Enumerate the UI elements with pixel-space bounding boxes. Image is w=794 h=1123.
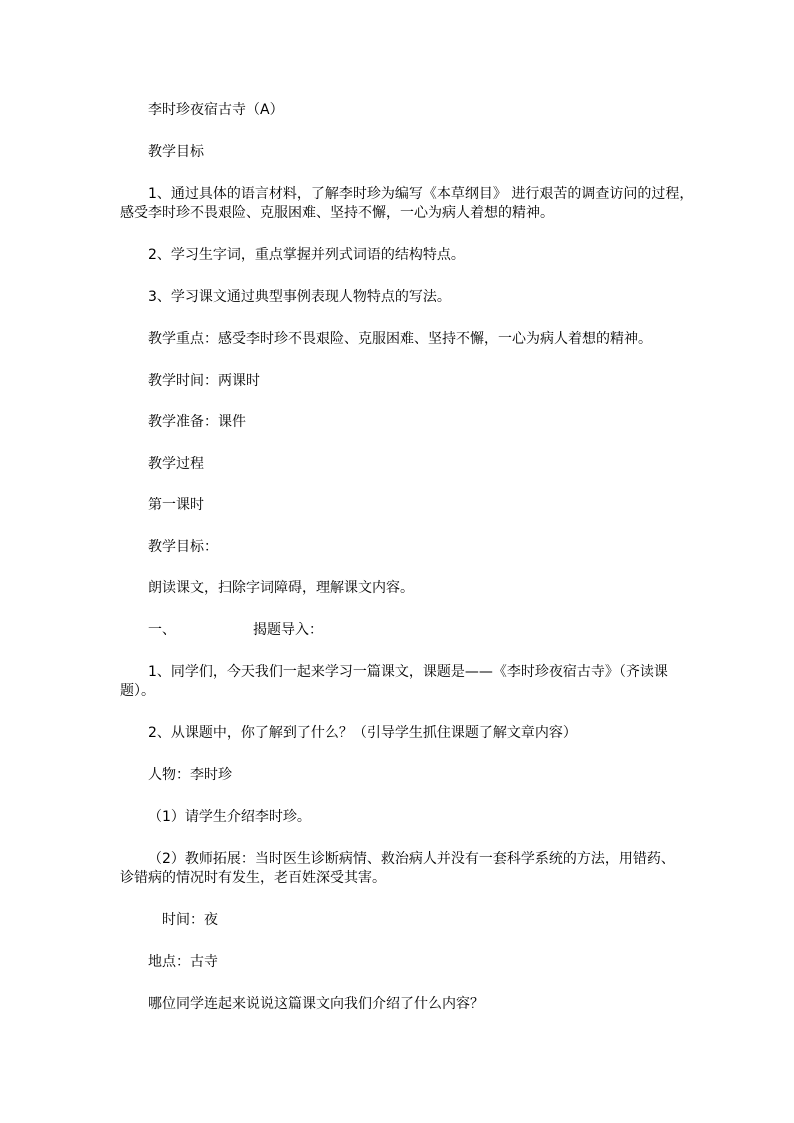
section-1-title: 揭题导入： <box>253 622 323 638</box>
objectives-heading: 教学目标 <box>148 144 204 160</box>
key-point: 教学重点：感受李时珍不畏艰险、克服困难、坚持不懈，一心为病人着想的精神。 <box>148 331 652 347</box>
objective-2: 2、学习生字词，重点掌握并列式词语的结构特点。 <box>148 247 465 263</box>
objective-1-line-2: 感受李时珍不畏艰险、克服困难、坚持不懈，一心为病人着想的精神。 <box>120 205 554 221</box>
sub-step-2-line-1: （2）教师拓展：当时医生诊断病情、救治病人并没有一套科学系统的方法，用错药、 <box>148 851 675 867</box>
teaching-time: 教学时间：两课时 <box>148 373 260 389</box>
teaching-preparation: 教学准备：课件 <box>148 414 246 430</box>
lesson-objectives-heading: 教学目标： <box>148 539 218 555</box>
sub-step-1: （1）请学生介绍李时珍。 <box>148 809 311 825</box>
character: 人物：李时珍 <box>148 767 232 783</box>
document-title: 李时珍夜宿古寺（A） <box>148 102 284 118</box>
step-1-line-1: 1、同学们，今天我们一起来学习一篇课文，课题是——《李时珍夜宿古寺》（齐读课 <box>148 664 668 680</box>
lesson-objectives: 朗读课文，扫除字词障碍，理解课文内容。 <box>148 580 414 596</box>
place: 地点：古寺 <box>148 954 218 970</box>
process-heading: 教学过程 <box>148 456 204 472</box>
time: 时间：夜 <box>162 912 218 928</box>
step-2: 2、从课题中，你了解到了什么？（引导学生抓住课题了解文章内容） <box>148 725 577 741</box>
question: 哪位同学连起来说说这篇课文向我们介绍了什么内容？ <box>148 996 484 1012</box>
step-1-line-2: 题）。 <box>120 683 155 699</box>
sub-step-2-line-2: 诊错病的情况时有发生，老百姓深受其害。 <box>120 870 386 886</box>
objective-3: 3、学习课文通过典型事例表现人物特点的写法。 <box>148 289 451 305</box>
objective-1-line-1: 1、通过具体的语言材料，了解李时珍为编写《本草纲目》 进行艰苦的调查访问的过程， <box>148 186 694 202</box>
lesson-1-heading: 第一课时 <box>148 497 204 513</box>
section-1-number: 一、 <box>148 622 176 638</box>
